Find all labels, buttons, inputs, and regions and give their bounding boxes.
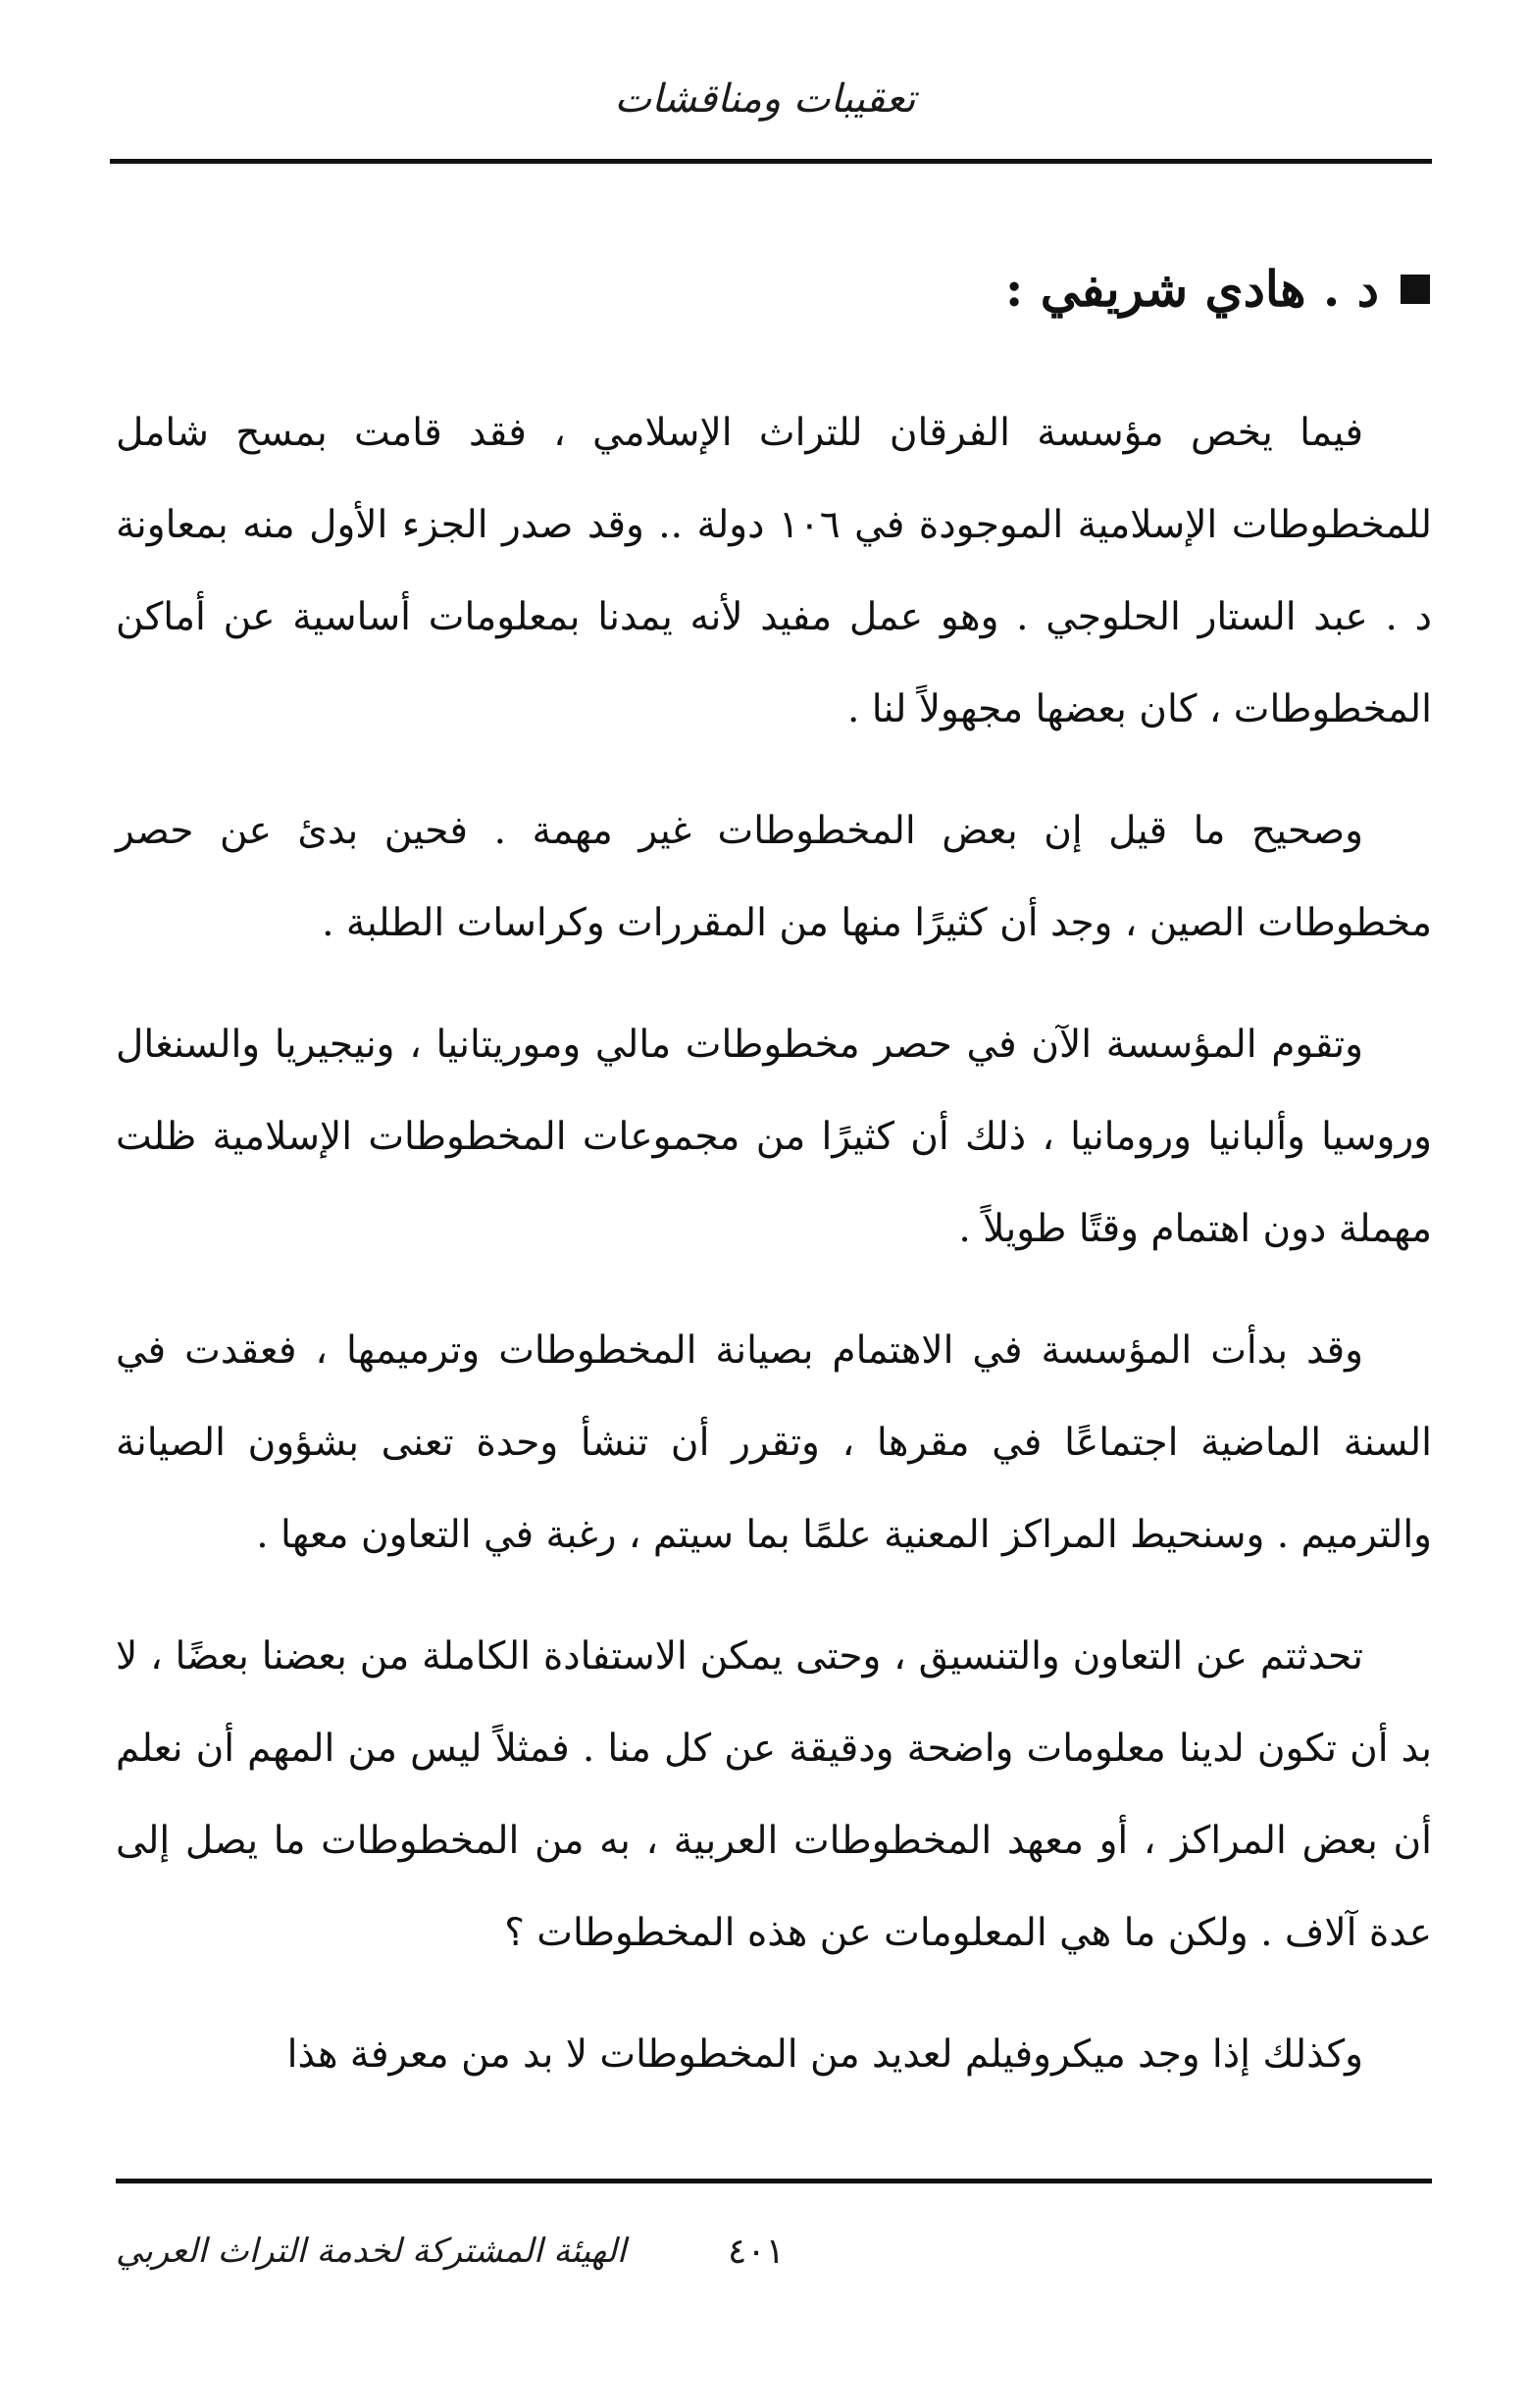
footer-rule — [116, 2179, 1432, 2183]
header-rule — [110, 159, 1432, 164]
speaker-heading — [1004, 260, 1430, 318]
page-footer — [116, 2232, 1432, 2290]
publisher-name: الهيئة المشتركة لخدمة التراث العربي — [116, 2232, 627, 2271]
paragraph: وصحيح ما قيل إن بعض المخطوطات غير مهمة . فحين بدئ عن حصر مخطوطات الصين ، وجد أن كثيرًا منها من المقررات وكراسات الطلبة . — [116, 809, 1432, 945]
running-title: تعقيبات ومناقشات — [614, 76, 916, 122]
paragraph: فيما يخص مؤسسة الفرقان للتراث الإسلامي ، فقد قامت بمسح شامل للمخطوطات الإسلامية الموجودة في ١٠٦ دولة .. وقد صدر الجزء الأول منه بمعاونة د . عبد الستار الحلوجي . وهو عمل مفيد لأنه يمدنا بمعلومات أساسية عن أماكن المخطوطات ، كان بعضها مجهولاً لنا . — [116, 411, 1432, 731]
paragraph: تحدثتم عن التعاون والتنسيق ، وحتى يمكن الاستفادة الكاملة من بعضنا بعضًا ، لا بد أن تكون لدينا معلومات واضحة ودقيقة عن كل منا . فمثلاً ليس من المهم أن نعلم أن بعض المراكز ، أو معهد المخطوطات العربية ، به من المخطوطات ما يصل إلى عدة آلاف . ولكن ما هي المعلومات عن هذه المخطوطات ؟ — [116, 1634, 1433, 1955]
paragraph: وتقوم المؤسسة الآن في حصر مخطوطات مالي وموريتانيا ، ونيجيريا والسنغال وروسيا وألبانيا ورومانيا ، ذلك أن كثيرًا من مجموعات المخطوطات الإسلامية ظلت مهملة دون اهتمام وقتًا طويلاً . — [116, 1023, 1432, 1251]
paragraph: وكذلك إذا وجد ميكروفيلم لعديد من المخطوطات لا بد من معرفة هذا — [286, 2032, 1363, 2077]
page-number: ٤٠١ — [728, 2232, 786, 2272]
body-text — [116, 387, 1432, 2131]
square-bullet-icon — [1401, 275, 1430, 304]
paragraph: وقد بدأت المؤسسة في الاهتمام بصيانة المخطوطات وترميمها ، فعقدت في السنة الماضية اجتماعًا في مقرها ، وتقرر أن تنشأ وحدة تعنى بشؤون الصيانة والترميم . وسنحيط المراكز المعنية علمًا بما سيتم ، رغبة في التعاون معها . — [116, 1329, 1432, 1557]
speaker-name: د . هادي شريفي : — [1004, 260, 1379, 318]
